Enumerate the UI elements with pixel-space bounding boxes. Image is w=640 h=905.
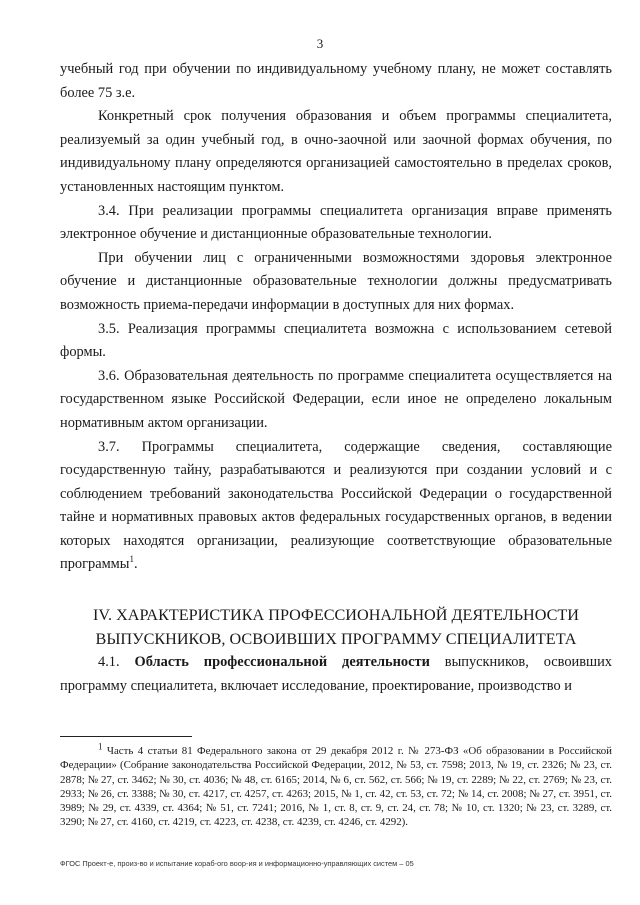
paragraph-3-7: 3.7. Программы специалитета, содержащие сведения, составляющие государственную тайну, разрабатываются и реализуются при создании условий и с соблюдением требований законодательства Российской Федерации о государственной тайне и нормативных правовых актов федеральных государственных органов, в ведении которых находятся организации, реализующие соответствующие образовательные программы$^1$. bbox=[60, 438, 612, 573]
paragraph-3-4: 3.4. При реализации программы специалитета организация вправе применять электронное обучение и дистанционные образовательные технологии. bbox=[60, 202, 612, 243]
footnote-marker: 1 bbox=[98, 741, 103, 752]
document-body bbox=[60, 58, 612, 698]
paragraph-3-5: 3.5. Реализация программы специалитета возможна с использованием сетевой формы. bbox=[60, 320, 612, 361]
paragraph-term-limits: Конкретный срок получения образования и объем программы специалитета, реализуемый за один учебный год, в очно-заочной или заочной формах обучения, по индивидуальному плану определяются организацией самостоятельно в пределах сроков, установленных настоящим пунктом. bbox=[60, 108, 612, 195]
paragraph-3-7-text: 3.7. Программы специалитета, содержащие сведения, составляющие государственную тайну, разрабатываются и реализуются при создании условий и с соблюдением требований законодательства Российской Федерации о государственной тайне и нормативных правовых актов федеральных государственных органов, в ведении которых находятся организации, реализующие соответствующие образовательные программы bbox=[60, 438, 612, 573]
paragraph-4-1-text: выпускников, освоивших программу специалитета, включает исследование, проектирование, производство и bbox=[60, 654, 612, 694]
footnote-text: Часть 4 статьи 81 Федерального закона от 29 декабря 2012 г. № 273-ФЗ «Об образовании в Российской Федерации» (Собрание законодательства Российской Федерации, 2012, № 53, ст. 7598; 2013, № 19, ст. 2326; № 23, ст. 2878; № 27, ст. 3462; № 30, ст. 4036; № 48, ст. 6165; 2014, № 6, ст. 562, ст. 566; № 19, ст. 2289; № 22, ст. 2769; № 23, ст. 2933; № 26, ст. 3388; № 30, ст. 4217, ст. 4257, ст. 4263; 2015, № 1, ст. 42, ст. 53, ст. 72; № 14, ст. 2008; № 27, ст. 3951, ст. 3989; № 29, ст. 4339, ст. 4364; № 51, ст. 7241; 2016, № 1, ст. 8, ст. 9, ст. 24, ст. 78; № 10, ст. 1320; № 23, ст. 3289, ст. 3290; № 27, ст. 4160, ст. 4219, ст. 4223, ст. 4238, ст. 4239, ст. 4246, ст. 4292). bbox=[60, 745, 612, 829]
footnote-paragraph bbox=[60, 741, 612, 830]
footnote-divider bbox=[60, 736, 192, 737]
footnote-reference: 1 bbox=[129, 554, 134, 565]
section-heading bbox=[60, 603, 612, 651]
paragraph-disabilities: При обучении лиц с ограниченными возможностями здоровья электронное обучение и дистанционные образовательные технологии должны предусматривать возможность приема-передачи информации в доступных для них формах. bbox=[60, 249, 612, 313]
section-heading-line-2: ВЫПУСКНИКОВ, ОСВОИВШИХ ПРОГРАММУ СПЕЦИАЛИТЕТА bbox=[95, 630, 577, 649]
page-footer: ФГОС Проект-е, произ-во и испытание кораб-ого воор-ия и информационно-управляющих систем – 05 bbox=[60, 859, 414, 868]
paragraph-4-1 bbox=[60, 651, 612, 698]
footnote bbox=[60, 741, 612, 830]
paragraph-4-1-number: 4.1. bbox=[98, 654, 120, 671]
section-heading-line-1: IV. ХАРАКТЕРИСТИКА ПРОФЕССИОНАЛЬНОЙ ДЕЯТЕЛЬНОСТИ bbox=[93, 606, 579, 625]
paragraph-3-6: 3.6. Образовательная деятельность по программе специалитета осуществляется на государственном языке Российской Федерации, если иное не определено локальным нормативным актом организации. bbox=[60, 367, 612, 431]
paragraph-4-1-bold-term: Область профессиональной деятельности bbox=[134, 654, 430, 671]
paragraph-continuation: учебный год при обучении по индивидуальному учебному плану, не может составлять более 75 з.е. bbox=[60, 61, 612, 101]
page-number: 3 bbox=[316, 36, 324, 51]
